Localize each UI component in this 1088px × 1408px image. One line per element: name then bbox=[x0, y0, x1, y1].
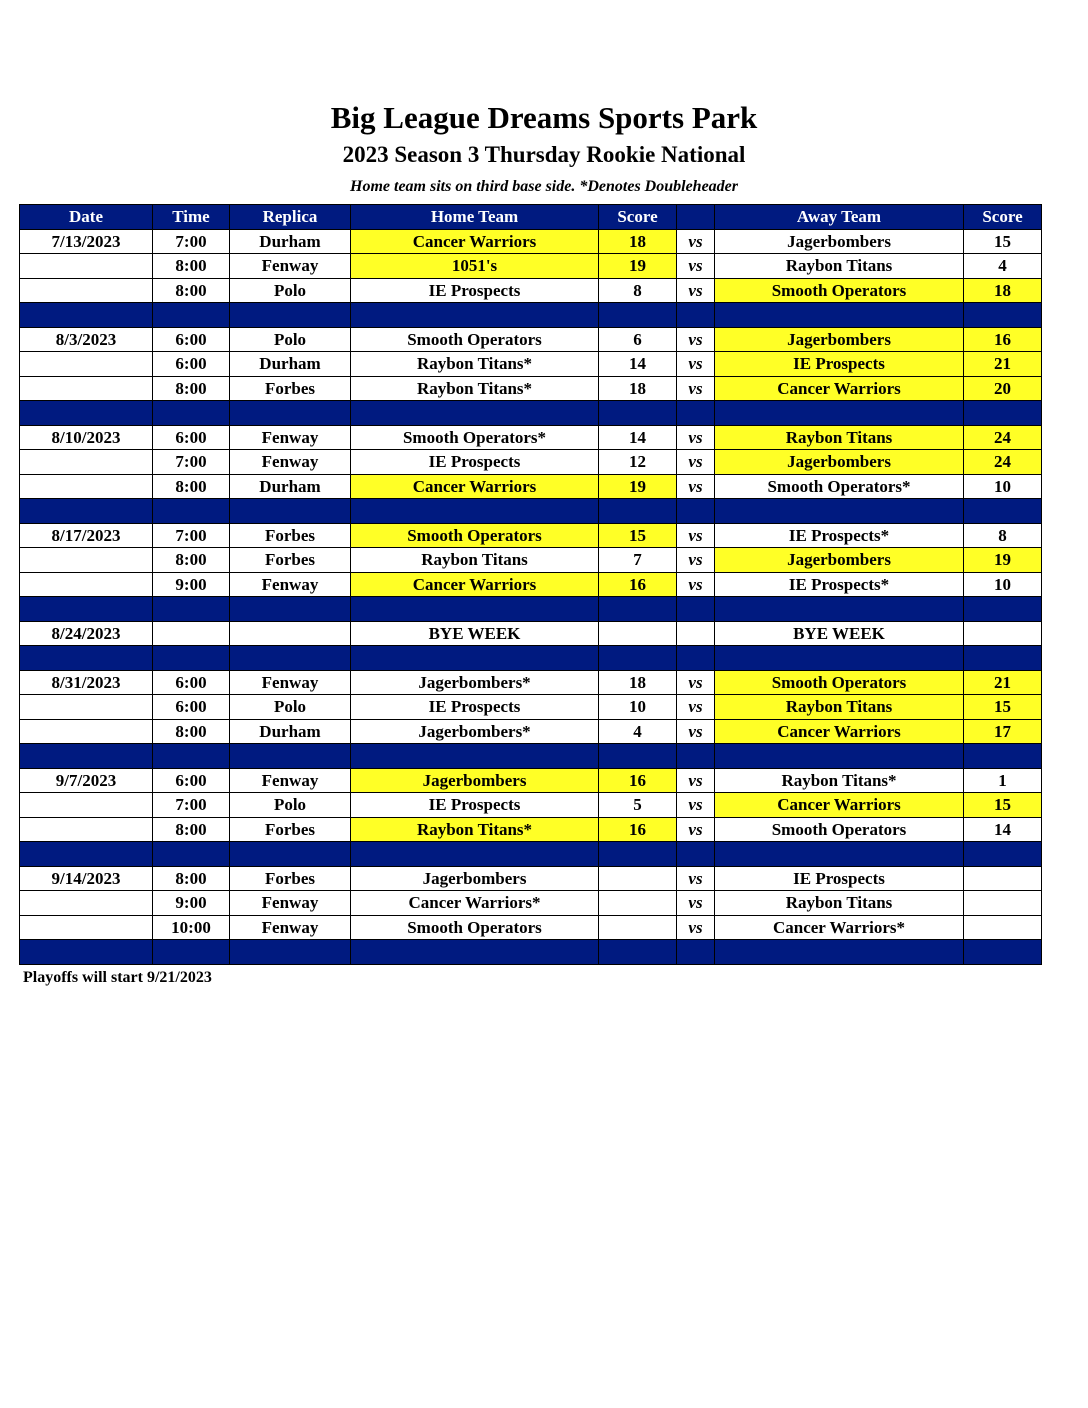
separator-cell bbox=[153, 597, 230, 622]
home-team: Jagerbombers* bbox=[351, 719, 599, 744]
game-row bbox=[20, 254, 1042, 279]
separator-cell bbox=[964, 646, 1042, 671]
game-replica: Forbes bbox=[230, 523, 351, 548]
separator-cell bbox=[153, 940, 230, 965]
game-time: 9:00 bbox=[153, 572, 230, 597]
vs-label: vs bbox=[677, 719, 715, 744]
away-score: 24 bbox=[964, 425, 1042, 450]
game-date: 8/24/2023 bbox=[20, 621, 153, 646]
vs-label: vs bbox=[677, 793, 715, 818]
game-time: 8:00 bbox=[153, 719, 230, 744]
home-score: 18 bbox=[599, 670, 677, 695]
game-replica: Durham bbox=[230, 474, 351, 499]
separator-cell bbox=[153, 744, 230, 769]
separator-cell bbox=[20, 842, 153, 867]
game-time: 7:00 bbox=[153, 793, 230, 818]
separator-cell bbox=[351, 401, 599, 426]
away-score: 18 bbox=[964, 278, 1042, 303]
vs-label: vs bbox=[677, 768, 715, 793]
separator-cell bbox=[351, 940, 599, 965]
week-separator-row bbox=[20, 744, 1042, 769]
home-team: Jagerbombers bbox=[351, 768, 599, 793]
game-replica: Durham bbox=[230, 352, 351, 377]
away-team: Cancer Warriors bbox=[715, 719, 964, 744]
away-team: Raybon Titans* bbox=[715, 768, 964, 793]
game-time: 6:00 bbox=[153, 768, 230, 793]
header-vs bbox=[677, 205, 715, 230]
away-score bbox=[964, 866, 1042, 891]
home-team: Raybon Titans bbox=[351, 548, 599, 573]
separator-cell bbox=[230, 940, 351, 965]
game-date: 8/17/2023 bbox=[20, 523, 153, 548]
vs-label bbox=[677, 621, 715, 646]
header-time: Time bbox=[153, 205, 230, 230]
game-date bbox=[20, 278, 153, 303]
separator-cell bbox=[599, 940, 677, 965]
document-subtitle: 2023 Season 3 Thursday Rookie National bbox=[342, 142, 746, 167]
away-score: 10 bbox=[964, 572, 1042, 597]
game-row bbox=[20, 621, 1042, 646]
separator-cell bbox=[351, 303, 599, 328]
away-team: Jagerbombers bbox=[715, 229, 964, 254]
separator-cell bbox=[20, 401, 153, 426]
away-team: Cancer Warriors* bbox=[715, 915, 964, 940]
home-score: 18 bbox=[599, 376, 677, 401]
game-replica: Fenway bbox=[230, 915, 351, 940]
game-replica: Forbes bbox=[230, 548, 351, 573]
away-team: Jagerbombers bbox=[715, 450, 964, 475]
vs-label: vs bbox=[677, 695, 715, 720]
away-team: Raybon Titans bbox=[715, 891, 964, 916]
game-row bbox=[20, 670, 1042, 695]
home-score: 6 bbox=[599, 327, 677, 352]
separator-cell bbox=[599, 597, 677, 622]
week-separator-row bbox=[20, 597, 1042, 622]
away-team: IE Prospects bbox=[715, 866, 964, 891]
game-time: 8:00 bbox=[153, 278, 230, 303]
away-score: 14 bbox=[964, 817, 1042, 842]
vs-label: vs bbox=[677, 670, 715, 695]
vs-label: vs bbox=[677, 450, 715, 475]
separator-cell bbox=[351, 499, 599, 524]
game-time: 8:00 bbox=[153, 254, 230, 279]
game-date bbox=[20, 474, 153, 499]
away-score: 20 bbox=[964, 376, 1042, 401]
vs-label: vs bbox=[677, 327, 715, 352]
game-time: 6:00 bbox=[153, 327, 230, 352]
game-time: 8:00 bbox=[153, 376, 230, 401]
home-score: 16 bbox=[599, 817, 677, 842]
header-replica: Replica bbox=[230, 205, 351, 230]
home-team: Jagerbombers bbox=[351, 866, 599, 891]
away-team: Smooth Operators bbox=[715, 670, 964, 695]
home-score: 14 bbox=[599, 425, 677, 450]
away-score bbox=[964, 915, 1042, 940]
separator-cell bbox=[677, 499, 715, 524]
game-date bbox=[20, 254, 153, 279]
separator-cell bbox=[715, 842, 964, 867]
away-team: Raybon Titans bbox=[715, 695, 964, 720]
game-row bbox=[20, 768, 1042, 793]
home-score: 14 bbox=[599, 352, 677, 377]
separator-cell bbox=[677, 597, 715, 622]
game-date: 9/14/2023 bbox=[20, 866, 153, 891]
game-row bbox=[20, 523, 1042, 548]
home-team: IE Prospects bbox=[351, 450, 599, 475]
separator-cell bbox=[351, 842, 599, 867]
game-row bbox=[20, 548, 1042, 573]
vs-label: vs bbox=[677, 474, 715, 499]
away-score: 10 bbox=[964, 474, 1042, 499]
separator-cell bbox=[153, 499, 230, 524]
separator-cell bbox=[964, 842, 1042, 867]
game-replica: Fenway bbox=[230, 891, 351, 916]
home-score: 8 bbox=[599, 278, 677, 303]
game-date bbox=[20, 450, 153, 475]
week-separator-row bbox=[20, 303, 1042, 328]
home-team: Raybon Titans* bbox=[351, 352, 599, 377]
game-time: 6:00 bbox=[153, 352, 230, 377]
header-date: Date bbox=[20, 205, 153, 230]
vs-label: vs bbox=[677, 548, 715, 573]
game-replica: Polo bbox=[230, 695, 351, 720]
home-score: 19 bbox=[599, 254, 677, 279]
separator-cell bbox=[351, 646, 599, 671]
separator-cell bbox=[964, 499, 1042, 524]
separator-cell bbox=[964, 940, 1042, 965]
separator-cell bbox=[351, 597, 599, 622]
game-date bbox=[20, 793, 153, 818]
week-separator-row bbox=[20, 940, 1042, 965]
vs-label: vs bbox=[677, 278, 715, 303]
game-replica bbox=[230, 621, 351, 646]
week-separator-row bbox=[20, 842, 1042, 867]
home-team: Smooth Operators bbox=[351, 327, 599, 352]
away-team: IE Prospects* bbox=[715, 572, 964, 597]
game-replica: Forbes bbox=[230, 866, 351, 891]
game-row bbox=[20, 915, 1042, 940]
separator-cell bbox=[715, 940, 964, 965]
game-date bbox=[20, 891, 153, 916]
separator-cell bbox=[964, 401, 1042, 426]
game-replica: Durham bbox=[230, 229, 351, 254]
game-replica: Fenway bbox=[230, 572, 351, 597]
away-score: 19 bbox=[964, 548, 1042, 573]
away-team: Smooth Operators bbox=[715, 817, 964, 842]
game-time: 10:00 bbox=[153, 915, 230, 940]
home-team: IE Prospects bbox=[351, 278, 599, 303]
game-replica: Polo bbox=[230, 793, 351, 818]
game-time: 7:00 bbox=[153, 450, 230, 475]
schedule-note: Home team sits on third base side. *Denotes Doubleheader bbox=[350, 178, 738, 195]
away-team: Jagerbombers bbox=[715, 327, 964, 352]
home-score: 5 bbox=[599, 793, 677, 818]
document-title: Big League Dreams Sports Park bbox=[330, 100, 758, 135]
home-score bbox=[599, 915, 677, 940]
vs-label: vs bbox=[677, 866, 715, 891]
game-row bbox=[20, 695, 1042, 720]
away-score: 4 bbox=[964, 254, 1042, 279]
week-separator-row bbox=[20, 499, 1042, 524]
away-score: 15 bbox=[964, 793, 1042, 818]
home-score bbox=[599, 891, 677, 916]
home-team: Smooth Operators bbox=[351, 915, 599, 940]
game-date bbox=[20, 376, 153, 401]
separator-cell bbox=[230, 303, 351, 328]
game-replica: Fenway bbox=[230, 768, 351, 793]
separator-cell bbox=[20, 646, 153, 671]
away-team: Raybon Titans bbox=[715, 254, 964, 279]
home-team: IE Prospects bbox=[351, 695, 599, 720]
game-row bbox=[20, 352, 1042, 377]
game-date bbox=[20, 817, 153, 842]
home-team: Cancer Warriors* bbox=[351, 891, 599, 916]
game-date bbox=[20, 719, 153, 744]
separator-cell bbox=[20, 744, 153, 769]
vs-label: vs bbox=[677, 376, 715, 401]
game-time: 8:00 bbox=[153, 817, 230, 842]
separator-cell bbox=[599, 646, 677, 671]
vs-label: vs bbox=[677, 891, 715, 916]
home-score: 18 bbox=[599, 229, 677, 254]
separator-cell bbox=[153, 646, 230, 671]
separator-cell bbox=[351, 744, 599, 769]
separator-cell bbox=[153, 842, 230, 867]
week-separator-row bbox=[20, 401, 1042, 426]
vs-label: vs bbox=[677, 229, 715, 254]
game-date bbox=[20, 352, 153, 377]
separator-cell bbox=[20, 597, 153, 622]
game-time: 7:00 bbox=[153, 523, 230, 548]
home-score: 15 bbox=[599, 523, 677, 548]
game-date: 8/3/2023 bbox=[20, 327, 153, 352]
away-team: Raybon Titans bbox=[715, 425, 964, 450]
separator-cell bbox=[20, 940, 153, 965]
away-team: BYE WEEK bbox=[715, 621, 964, 646]
home-score: 7 bbox=[599, 548, 677, 573]
away-score: 16 bbox=[964, 327, 1042, 352]
home-team: Cancer Warriors bbox=[351, 229, 599, 254]
separator-cell bbox=[230, 646, 351, 671]
header-away-team: Away Team bbox=[715, 205, 964, 230]
game-row bbox=[20, 327, 1042, 352]
home-score bbox=[599, 866, 677, 891]
game-replica: Fenway bbox=[230, 425, 351, 450]
vs-label: vs bbox=[677, 254, 715, 279]
away-team: Cancer Warriors bbox=[715, 793, 964, 818]
separator-cell bbox=[599, 842, 677, 867]
game-time: 8:00 bbox=[153, 474, 230, 499]
away-team: Smooth Operators bbox=[715, 278, 964, 303]
game-date: 9/7/2023 bbox=[20, 768, 153, 793]
separator-cell bbox=[599, 744, 677, 769]
away-score: 17 bbox=[964, 719, 1042, 744]
separator-cell bbox=[715, 303, 964, 328]
separator-cell bbox=[677, 842, 715, 867]
separator-cell bbox=[20, 499, 153, 524]
separator-cell bbox=[964, 597, 1042, 622]
separator-cell bbox=[230, 499, 351, 524]
vs-label: vs bbox=[677, 572, 715, 597]
home-score: 16 bbox=[599, 572, 677, 597]
game-row bbox=[20, 719, 1042, 744]
away-score: 21 bbox=[964, 352, 1042, 377]
separator-cell bbox=[230, 842, 351, 867]
game-row bbox=[20, 572, 1042, 597]
game-row bbox=[20, 425, 1042, 450]
separator-cell bbox=[153, 401, 230, 426]
home-team: Raybon Titans* bbox=[351, 376, 599, 401]
vs-label: vs bbox=[677, 523, 715, 548]
home-team: 1051's bbox=[351, 254, 599, 279]
game-row bbox=[20, 229, 1042, 254]
game-row bbox=[20, 450, 1042, 475]
separator-cell bbox=[599, 303, 677, 328]
game-date: 7/13/2023 bbox=[20, 229, 153, 254]
game-date: 8/10/2023 bbox=[20, 425, 153, 450]
game-row bbox=[20, 474, 1042, 499]
away-team: IE Prospects bbox=[715, 352, 964, 377]
away-score: 15 bbox=[964, 229, 1042, 254]
home-score bbox=[599, 621, 677, 646]
game-date bbox=[20, 915, 153, 940]
game-replica: Forbes bbox=[230, 376, 351, 401]
week-separator-row bbox=[20, 646, 1042, 671]
separator-cell bbox=[677, 744, 715, 769]
separator-cell bbox=[715, 744, 964, 769]
separator-cell bbox=[715, 646, 964, 671]
game-replica: Fenway bbox=[230, 450, 351, 475]
separator-cell bbox=[715, 499, 964, 524]
game-replica: Forbes bbox=[230, 817, 351, 842]
home-team: Cancer Warriors bbox=[351, 474, 599, 499]
separator-cell bbox=[153, 303, 230, 328]
game-row bbox=[20, 866, 1042, 891]
game-row bbox=[20, 793, 1042, 818]
home-score: 19 bbox=[599, 474, 677, 499]
home-team: Cancer Warriors bbox=[351, 572, 599, 597]
home-score: 10 bbox=[599, 695, 677, 720]
game-date bbox=[20, 695, 153, 720]
game-date bbox=[20, 572, 153, 597]
separator-cell bbox=[964, 744, 1042, 769]
game-replica: Polo bbox=[230, 278, 351, 303]
game-time: 6:00 bbox=[153, 425, 230, 450]
separator-cell bbox=[230, 597, 351, 622]
home-team: Smooth Operators* bbox=[351, 425, 599, 450]
header-row bbox=[20, 205, 1042, 230]
game-row bbox=[20, 817, 1042, 842]
separator-cell bbox=[20, 303, 153, 328]
separator-cell bbox=[230, 401, 351, 426]
separator-cell bbox=[599, 499, 677, 524]
separator-cell bbox=[677, 940, 715, 965]
separator-cell bbox=[677, 303, 715, 328]
home-score: 16 bbox=[599, 768, 677, 793]
game-replica: Fenway bbox=[230, 254, 351, 279]
separator-cell bbox=[715, 401, 964, 426]
vs-label: vs bbox=[677, 915, 715, 940]
away-score: 24 bbox=[964, 450, 1042, 475]
away-team: Cancer Warriors bbox=[715, 376, 964, 401]
game-row bbox=[20, 891, 1042, 916]
vs-label: vs bbox=[677, 352, 715, 377]
home-team: Raybon Titans* bbox=[351, 817, 599, 842]
away-team: Smooth Operators* bbox=[715, 474, 964, 499]
header-home-score: Score bbox=[599, 205, 677, 230]
game-replica: Polo bbox=[230, 327, 351, 352]
away-score: 15 bbox=[964, 695, 1042, 720]
game-time: 8:00 bbox=[153, 548, 230, 573]
game-time bbox=[153, 621, 230, 646]
game-time: 7:00 bbox=[153, 229, 230, 254]
schedule-table bbox=[19, 204, 1042, 965]
schedule-body bbox=[20, 229, 1042, 964]
game-time: 9:00 bbox=[153, 891, 230, 916]
home-score: 12 bbox=[599, 450, 677, 475]
home-score: 4 bbox=[599, 719, 677, 744]
away-score bbox=[964, 891, 1042, 916]
separator-cell bbox=[599, 401, 677, 426]
game-date: 8/31/2023 bbox=[20, 670, 153, 695]
away-team: IE Prospects* bbox=[715, 523, 964, 548]
playoffs-note: Playoffs will start 9/21/2023 bbox=[23, 969, 212, 986]
home-team: IE Prospects bbox=[351, 793, 599, 818]
game-time: 6:00 bbox=[153, 670, 230, 695]
home-team: Jagerbombers* bbox=[351, 670, 599, 695]
game-time: 8:00 bbox=[153, 866, 230, 891]
away-score: 21 bbox=[964, 670, 1042, 695]
game-replica: Durham bbox=[230, 719, 351, 744]
away-team: Jagerbombers bbox=[715, 548, 964, 573]
home-team: BYE WEEK bbox=[351, 621, 599, 646]
header-home-team: Home Team bbox=[351, 205, 599, 230]
game-row bbox=[20, 278, 1042, 303]
away-score bbox=[964, 621, 1042, 646]
vs-label: vs bbox=[677, 425, 715, 450]
separator-cell bbox=[964, 303, 1042, 328]
separator-cell bbox=[715, 597, 964, 622]
separator-cell bbox=[677, 401, 715, 426]
vs-label: vs bbox=[677, 817, 715, 842]
separator-cell bbox=[230, 744, 351, 769]
header-away-score: Score bbox=[964, 205, 1042, 230]
game-replica: Fenway bbox=[230, 670, 351, 695]
separator-cell bbox=[677, 646, 715, 671]
away-score: 1 bbox=[964, 768, 1042, 793]
game-date bbox=[20, 548, 153, 573]
away-score: 8 bbox=[964, 523, 1042, 548]
game-row bbox=[20, 376, 1042, 401]
game-time: 6:00 bbox=[153, 695, 230, 720]
home-team: Smooth Operators bbox=[351, 523, 599, 548]
